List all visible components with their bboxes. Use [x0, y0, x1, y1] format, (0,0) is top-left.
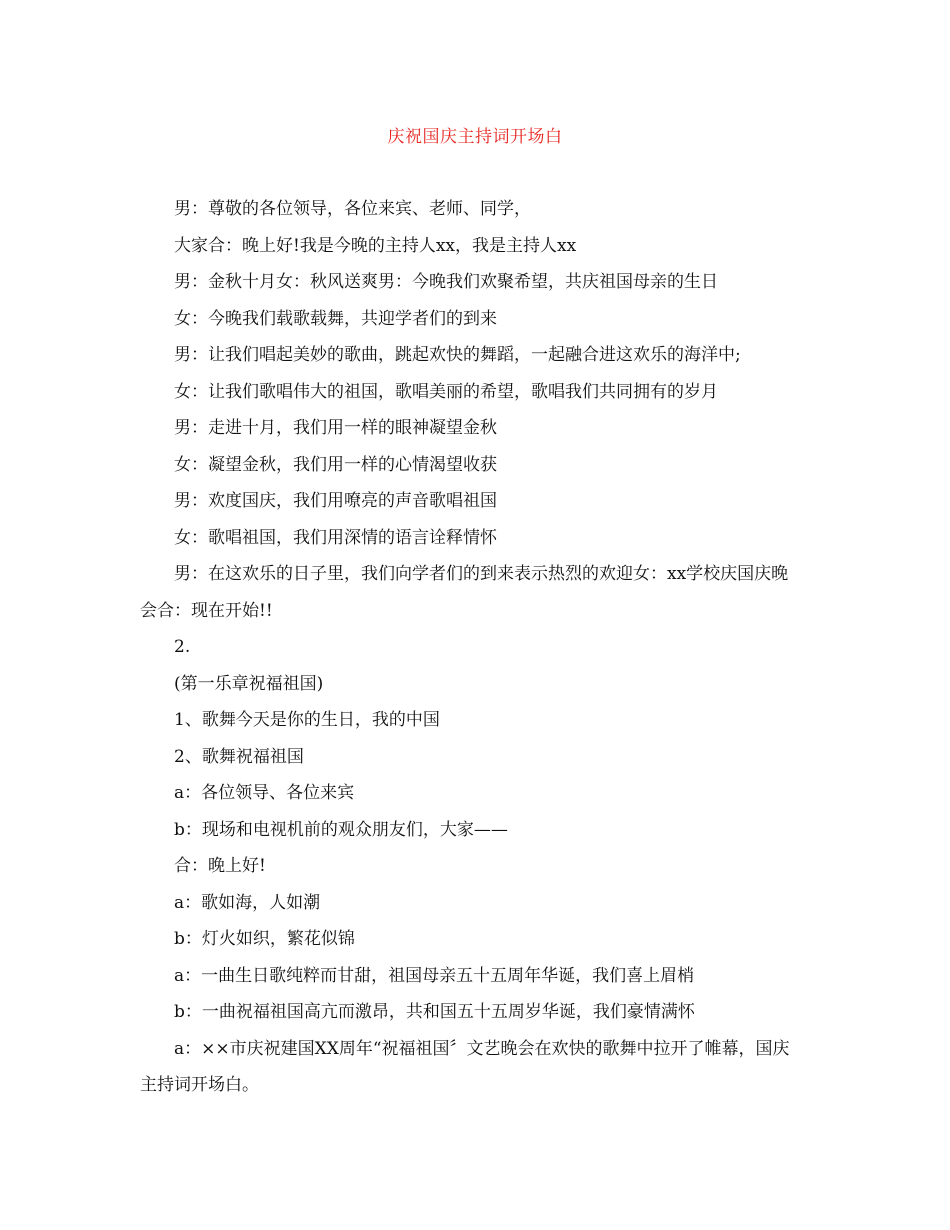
- paragraph: 女：歌唱祖国，我们用深情的语言诠释情怀: [174, 527, 497, 548]
- paragraph: 大家合：晚上好!我是今晚的主持人xx，我是主持人xx: [174, 235, 577, 256]
- document-title: 庆祝国庆主持词开场白: [387, 127, 563, 147]
- paragraph: 1、歌舞今天是你的生日，我的中国: [174, 710, 440, 730]
- paragraph: 男：金秋十月女：秋风送爽男：今晚我们欢聚希望，共庆祖国母亲的生日: [174, 272, 718, 292]
- paragraph: 女：让我们歌唱伟大的祖国，歌唱美丽的希望，歌唱我们共同拥有的岁月: [174, 381, 718, 402]
- paragraph: 男：在这欢乐的日子里，我们向学者们的到来表示热烈的欢迎女：xx学校庆国庆晚会合：现在开始!!: [140, 564, 789, 621]
- paragraph: 男：走进十月，我们用一样的眼神凝望金秋: [174, 418, 497, 438]
- paragraph: a：各位领导、各位来宾: [174, 783, 355, 803]
- paragraph: 男：让我们唱起美妙的歌曲，跳起欢快的舞蹈，一起融合进这欢乐的海洋中;: [174, 345, 741, 365]
- paragraph: 女：凝望金秋，我们用一样的心情渴望收获: [174, 454, 497, 475]
- paragraph: (第一乐章祝福祖国): [174, 673, 324, 694]
- paragraph: b：灯火如织，繁花似锦: [174, 929, 355, 949]
- paragraph: 男：尊敬的各位领导，各位来宾、老师、同学，: [174, 199, 531, 219]
- paragraph: a：××市庆祝建国XX周年“祝福祖国〞文艺晚会在欢快的歌舞中拉开了帷幕，国庆主持词开场白。: [140, 1038, 790, 1095]
- paragraph: b：一曲祝福祖国高亢而激昂，共和国五十五周岁华诞，我们豪情满怀: [174, 1002, 695, 1022]
- paragraph: 2.: [174, 637, 191, 657]
- document-body: [140, 191, 790, 1104]
- paragraph: 男：欢度国庆，我们用嘹亮的声音歌唱祖国: [174, 491, 497, 511]
- paragraph: a：一曲生日歌纯粹而甘甜，祖国母亲五十五周年华诞，我们喜上眉梢: [174, 965, 695, 986]
- paragraph: 合：晚上好!: [174, 856, 266, 876]
- paragraph: 女：今晚我们载歌载舞，共迎学者们的到来: [174, 308, 497, 329]
- paragraph: a：歌如海，人如潮: [174, 892, 321, 913]
- paragraph: b：现场和电视机前的观众朋友们，大家——: [174, 819, 508, 840]
- paragraph: 2、歌舞祝福祖国: [174, 746, 304, 767]
